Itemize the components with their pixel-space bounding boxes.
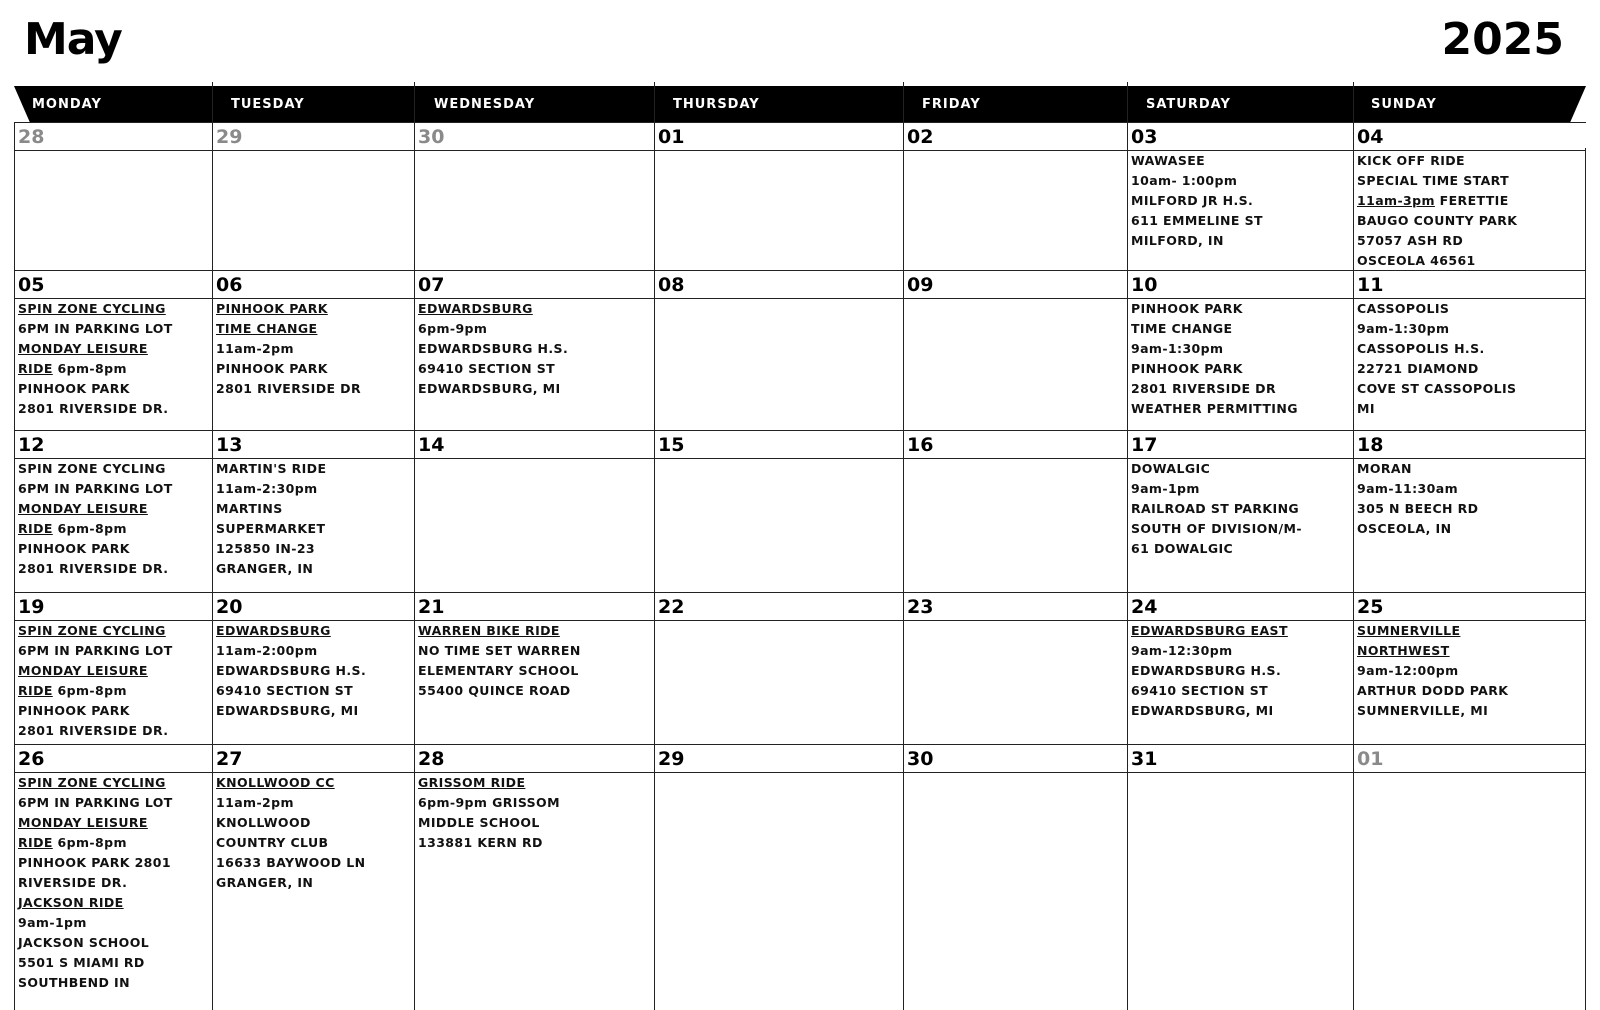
- day-cell[interactable]: [903, 430, 1127, 592]
- event-line: MILFORD JR H.S.: [1131, 193, 1254, 208]
- day-cell[interactable]: [654, 592, 903, 744]
- day-cell[interactable]: [14, 122, 212, 270]
- event-details: [418, 773, 652, 853]
- event-line: EDWARDSBURG, MI: [418, 381, 561, 396]
- day-cell[interactable]: [654, 270, 903, 430]
- event-line: 2801 RIVERSIDE DR.: [18, 561, 169, 576]
- date-number: 30: [418, 126, 445, 148]
- date-number: 01: [1357, 748, 1384, 770]
- event-line: 69410 SECTION ST: [418, 361, 556, 376]
- event-line: NO TIME SET WARREN: [418, 643, 581, 658]
- event-line: 69410 SECTION ST: [216, 683, 354, 698]
- event-line: 9am-1:30pm: [1131, 341, 1224, 356]
- day-cell[interactable]: [212, 430, 414, 592]
- event-details: [18, 773, 210, 993]
- event-line: GRANGER, IN: [216, 561, 314, 576]
- event-line: 2801 RIVERSIDE DR.: [18, 723, 169, 738]
- event-line: EDWARDSBURG: [418, 301, 533, 316]
- date-number: 17: [1131, 434, 1158, 456]
- event-line: SUMNERVILLE, MI: [1357, 703, 1489, 718]
- event-details: [418, 299, 652, 399]
- event-line: 61 DOWALGIC: [1131, 541, 1234, 556]
- event-line: 305 N BEECH RD: [1357, 501, 1479, 516]
- day-cell[interactable]: [212, 744, 414, 1010]
- date-number: 16: [907, 434, 934, 456]
- event-line: DOWALGIC: [1131, 461, 1211, 476]
- event-details: [1357, 151, 1584, 271]
- day-cell[interactable]: [1127, 122, 1353, 270]
- event-line: EDWARDSBURG: [216, 623, 331, 638]
- event-line: EDWARDSBURG EAST: [1131, 623, 1288, 638]
- day-cell[interactable]: [14, 744, 212, 1010]
- event-line: BAUGO COUNTY PARK: [1357, 213, 1518, 228]
- weekday-wednesday: WEDNESDAY: [434, 97, 536, 112]
- event-details: [1357, 459, 1584, 539]
- date-number: 24: [1131, 596, 1158, 618]
- event-line: OSCEOLA 46561: [1357, 253, 1476, 268]
- event-details: [18, 459, 210, 579]
- calendar-grid: [14, 122, 1586, 1010]
- event-details: [1131, 299, 1351, 419]
- event-line: ELEMENTARY SCHOOL: [418, 663, 579, 678]
- event-line: PINHOOK PARK: [1131, 361, 1243, 376]
- weekday-monday: MONDAY: [32, 97, 102, 112]
- day-cell[interactable]: [903, 270, 1127, 430]
- event-line: NORTHWEST: [1357, 643, 1450, 658]
- event-line: EDWARDSBURG H.S.: [418, 341, 569, 356]
- date-number: 07: [418, 274, 445, 296]
- event-line: MARTIN'S RIDE: [216, 461, 327, 476]
- event-details: [1131, 151, 1351, 251]
- event-line: MONDAY LEISURE: [18, 815, 148, 830]
- date-number: 15: [658, 434, 685, 456]
- event-details: [1131, 459, 1351, 559]
- event-line: 11am-3pm FERETTIE: [1357, 193, 1509, 208]
- event-line: 2801 RIVERSIDE DR: [216, 381, 361, 396]
- event-line: ARTHUR DODD PARK: [1357, 683, 1509, 698]
- date-number: 23: [907, 596, 934, 618]
- event-line: 9am-1pm: [1131, 481, 1200, 496]
- event-line: PINHOOK PARK: [18, 381, 130, 396]
- day-cell[interactable]: [414, 122, 654, 270]
- date-number: 30: [907, 748, 934, 770]
- event-line: MIDDLE SCHOOL: [418, 815, 540, 830]
- event-details: [216, 773, 412, 893]
- day-cell[interactable]: [1127, 430, 1353, 592]
- day-cell[interactable]: [212, 270, 414, 430]
- event-line: EDWARDSBURG, MI: [216, 703, 359, 718]
- event-line: MONDAY LEISURE: [18, 501, 148, 516]
- date-number: 29: [216, 126, 243, 148]
- event-line: JACKSON RIDE: [18, 895, 124, 910]
- event-line: SPIN ZONE CYCLING: [18, 301, 166, 316]
- date-number: 11: [1357, 274, 1384, 296]
- month-title: May: [24, 14, 122, 65]
- event-line: KNOLLWOOD CC: [216, 775, 335, 790]
- weekday-friday: FRIDAY: [922, 97, 981, 112]
- date-number: 03: [1131, 126, 1158, 148]
- day-cell[interactable]: [1127, 592, 1353, 744]
- date-number: 12: [18, 434, 45, 456]
- date-number: 20: [216, 596, 243, 618]
- event-details: [1131, 621, 1351, 721]
- day-cell[interactable]: [212, 592, 414, 744]
- event-line: 11am-2:00pm: [216, 643, 318, 658]
- event-line: CASSOPOLIS: [1357, 301, 1450, 316]
- date-number: 29: [658, 748, 685, 770]
- event-line: PINHOOK PARK: [1131, 301, 1243, 316]
- day-cell[interactable]: [1353, 744, 1586, 1010]
- event-line: 69410 SECTION ST: [1131, 683, 1269, 698]
- event-line: OSCEOLA, IN: [1357, 521, 1452, 536]
- day-cell[interactable]: [1353, 122, 1586, 270]
- day-cell[interactable]: [903, 744, 1127, 1010]
- event-line: 611 EMMELINE ST: [1131, 213, 1263, 228]
- day-cell[interactable]: [654, 744, 903, 1010]
- event-line: JACKSON SCHOOL: [18, 935, 150, 950]
- event-line: 6PM IN PARKING LOT: [18, 321, 173, 336]
- day-cell[interactable]: [1353, 430, 1586, 592]
- date-number: 26: [18, 748, 45, 770]
- event-line: MONDAY LEISURE: [18, 663, 148, 678]
- year-title: 2025: [1441, 14, 1564, 65]
- date-number: 01: [658, 126, 685, 148]
- date-number: 09: [907, 274, 934, 296]
- event-line: SOUTHBEND IN: [18, 975, 130, 990]
- event-line: 55400 QUINCE ROAD: [418, 683, 571, 698]
- event-details: [216, 299, 412, 399]
- event-details: [18, 621, 210, 741]
- date-number: 31: [1131, 748, 1158, 770]
- day-cell[interactable]: [1353, 270, 1586, 430]
- date-number: 21: [418, 596, 445, 618]
- day-cell[interactable]: [903, 122, 1127, 270]
- event-line: EDWARDSBURG H.S.: [216, 663, 367, 678]
- event-line: SOUTH OF DIVISION/M-: [1131, 521, 1302, 536]
- event-line: 11am-2:30pm: [216, 481, 318, 496]
- event-line: 6pm-9pm GRISSOM: [418, 795, 560, 810]
- event-line: WAWASEE: [1131, 153, 1206, 168]
- day-cell[interactable]: [654, 430, 903, 592]
- date-number: 18: [1357, 434, 1384, 456]
- event-line: PINHOOK PARK: [216, 361, 328, 376]
- event-details: [18, 299, 210, 419]
- event-line: MARTINS: [216, 501, 283, 516]
- event-line: MI: [1357, 401, 1375, 416]
- date-number: 13: [216, 434, 243, 456]
- event-details: [1357, 621, 1584, 721]
- event-line: 2801 RIVERSIDE DR.: [18, 401, 169, 416]
- event-line: GRANGER, IN: [216, 875, 314, 890]
- event-line: PINHOOK PARK: [18, 541, 130, 556]
- event-line: 6PM IN PARKING LOT: [18, 643, 173, 658]
- day-cell[interactable]: [903, 592, 1127, 744]
- event-line: 6PM IN PARKING LOT: [18, 481, 173, 496]
- event-line: RIDE 6pm-8pm: [18, 521, 127, 536]
- day-cell[interactable]: [414, 592, 654, 744]
- date-number: 06: [216, 274, 243, 296]
- event-line: MILFORD, IN: [1131, 233, 1224, 248]
- event-line: 11am-2pm: [216, 341, 294, 356]
- event-details: [216, 459, 412, 579]
- event-line: RIDE 6pm-8pm: [18, 835, 127, 850]
- event-line: SUPERMARKET: [216, 521, 326, 536]
- event-line: 6pm-9pm: [418, 321, 488, 336]
- weekday-saturday: SATURDAY: [1146, 97, 1231, 112]
- day-cell[interactable]: [654, 122, 903, 270]
- event-line: PINHOOK PARK: [216, 301, 328, 316]
- date-number: 22: [658, 596, 685, 618]
- day-cell[interactable]: [1353, 592, 1586, 744]
- event-line: RIDE 6pm-8pm: [18, 361, 127, 376]
- event-line: 57057 ASH RD: [1357, 233, 1464, 248]
- event-line: 16633 BAYWOOD LN: [216, 855, 366, 870]
- weekday-thursday: THURSDAY: [673, 97, 760, 112]
- event-line: 9am-12:30pm: [1131, 643, 1233, 658]
- event-line: CASSOPOLIS H.S.: [1357, 341, 1485, 356]
- event-line: SUMNERVILLE: [1357, 623, 1461, 638]
- day-cell[interactable]: [1127, 744, 1353, 1010]
- event-line: 22721 DIAMOND: [1357, 361, 1479, 376]
- event-line: 125850 IN-23: [216, 541, 316, 556]
- day-cell[interactable]: [14, 430, 212, 592]
- event-line: SPECIAL TIME START: [1357, 173, 1510, 188]
- day-cell[interactable]: [14, 270, 212, 430]
- day-cell[interactable]: [1127, 270, 1353, 430]
- date-number: 28: [18, 126, 45, 148]
- day-cell[interactable]: [14, 592, 212, 744]
- event-line: 6PM IN PARKING LOT: [18, 795, 173, 810]
- event-line: MORAN: [1357, 461, 1412, 476]
- event-line: 9am-11:30am: [1357, 481, 1458, 496]
- event-line: PINHOOK PARK 2801: [18, 855, 171, 870]
- weekday-tuesday: TUESDAY: [231, 97, 305, 112]
- event-line: TIME CHANGE: [216, 321, 318, 336]
- event-line: EDWARDSBURG H.S.: [1131, 663, 1282, 678]
- event-line: SPIN ZONE CYCLING: [18, 623, 166, 638]
- date-number: 19: [18, 596, 45, 618]
- date-number: 25: [1357, 596, 1384, 618]
- event-line: 9am-1pm: [18, 915, 87, 930]
- event-line: 2801 RIVERSIDE DR: [1131, 381, 1276, 396]
- event-line: RAILROAD ST PARKING: [1131, 501, 1300, 516]
- event-line: SPIN ZONE CYCLING: [18, 461, 166, 476]
- event-line: 10am- 1:00pm: [1131, 173, 1238, 188]
- event-line: KNOLLWOOD: [216, 815, 311, 830]
- event-line: WEATHER PERMITTING: [1131, 401, 1298, 416]
- event-details: [216, 621, 412, 721]
- date-number: 02: [907, 126, 934, 148]
- date-number: 05: [18, 274, 45, 296]
- event-line: GRISSOM RIDE: [418, 775, 526, 790]
- event-line: COUNTRY CLUB: [216, 835, 329, 850]
- event-line: KICK OFF RIDE: [1357, 153, 1465, 168]
- day-cell[interactable]: [414, 430, 654, 592]
- event-line: WARREN BIKE RIDE: [418, 623, 560, 638]
- event-line: MONDAY LEISURE: [18, 341, 148, 356]
- event-line: RIVERSIDE DR.: [18, 875, 128, 890]
- event-line: 5501 S MIAMI RD: [18, 955, 145, 970]
- event-line: SPIN ZONE CYCLING: [18, 775, 166, 790]
- event-line: 9am-1:30pm: [1357, 321, 1450, 336]
- date-number: 27: [216, 748, 243, 770]
- weekday-sunday: SUNDAY: [1371, 97, 1437, 112]
- day-cell[interactable]: [414, 744, 654, 1010]
- event-line: 133881 KERN RD: [418, 835, 543, 850]
- event-line: TIME CHANGE: [1131, 321, 1233, 336]
- event-line: 9am-12:00pm: [1357, 663, 1459, 678]
- event-line: COVE ST CASSOPOLIS: [1357, 381, 1517, 396]
- event-details: [1357, 299, 1584, 419]
- event-line: 11am-2pm: [216, 795, 294, 810]
- day-cell[interactable]: [414, 270, 654, 430]
- date-number: 28: [418, 748, 445, 770]
- date-number: 14: [418, 434, 445, 456]
- event-line: EDWARDSBURG, MI: [1131, 703, 1274, 718]
- date-number: 08: [658, 274, 685, 296]
- date-number: 04: [1357, 126, 1384, 148]
- date-number: 10: [1131, 274, 1158, 296]
- event-line: PINHOOK PARK: [18, 703, 130, 718]
- day-cell[interactable]: [212, 122, 414, 270]
- event-line: RIDE 6pm-8pm: [18, 683, 127, 698]
- event-details: [418, 621, 652, 701]
